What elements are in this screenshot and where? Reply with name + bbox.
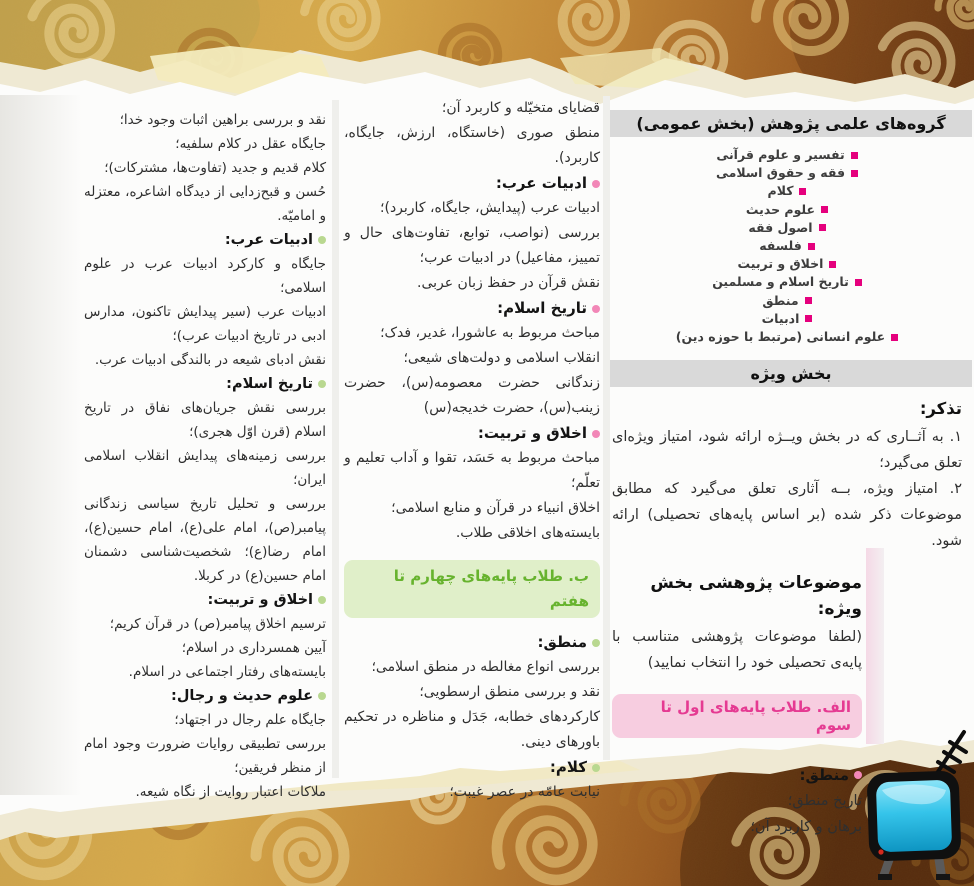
group-label: کلام	[767, 183, 794, 199]
section-heading	[344, 755, 600, 780]
square-bullet-icon	[851, 170, 858, 177]
topic-line: مباحث مربوط به عاشورا، غدیر، فدک؛	[380, 325, 600, 341]
middle-topics-column	[344, 96, 600, 805]
round-bullet-icon	[592, 430, 600, 438]
special-topics-title: موضوعات پژوهشی بخش ویژه:	[650, 573, 862, 620]
square-bullet-icon	[829, 261, 836, 268]
square-bullet-icon	[855, 279, 862, 286]
square-bullet-icon	[851, 152, 858, 159]
notice-title: تذکر:	[919, 399, 962, 419]
research-group-item	[612, 255, 962, 273]
section-heading	[344, 630, 600, 655]
topic-line: جایگاه علم رجال در اجتهاد؛	[174, 712, 326, 728]
left-topics-column	[84, 108, 326, 804]
section-title: ادبیات عرب:	[224, 232, 313, 248]
section-heading	[344, 421, 600, 446]
special-topics-block	[612, 570, 862, 840]
section-heading	[84, 372, 326, 396]
topic-line: نقش قرآن در حفظ زبان عربی.	[417, 275, 600, 291]
square-bullet-icon	[805, 315, 812, 322]
topic-line: مباحث مربوط به حَسَد، تقوا و آداب تعلیم و تعلّم؛	[344, 450, 600, 491]
square-bullet-icon	[805, 297, 812, 304]
notice-block	[612, 394, 962, 554]
topic-line: اخلاق انبیاء در قرآن و منابع اسلامی؛	[391, 500, 600, 516]
square-bullet-icon	[808, 243, 815, 250]
research-group-item	[612, 219, 962, 237]
topic-line: ادبیات عرب (سیر پیدایش تاکنون، مدارس ادبی در تاریخ ادبیات عرب)؛	[84, 304, 326, 344]
topic-line: نقد و بررسی منطق ارسطویی؛	[419, 684, 600, 700]
square-bullet-icon	[819, 224, 826, 231]
group-label: تفسیر و علوم قرآنی	[716, 147, 845, 162]
topic-line: حُسن و قبح‌زدایی از دیدگاه اشاعره، معتزله و امامیّه.	[84, 184, 326, 224]
round-bullet-icon	[592, 180, 600, 188]
group-label: علوم انسانی (مرتبط با حوزه دین)	[675, 329, 886, 345]
square-bullet-icon	[821, 206, 828, 213]
page-fold-shading	[0, 95, 82, 795]
topic-line: زندگانی حضرت معصومه(س)، حضرت زینب(س)، حضرت خدیجه(س)	[344, 375, 600, 416]
topic-line: کلام قدیم و جدید (تفاوت‌ها، مشترکات)؛	[104, 160, 326, 176]
topic-line: بررسی انواع مغالطه در منطق اسلامی؛	[371, 659, 600, 675]
topic-line: ملاکات اعتبار روایت از نگاه شیعه.	[135, 784, 326, 800]
topic-line: ترسیم اخلاق پیامبر(ص) در قرآن کریم؛	[109, 616, 326, 632]
section-heading	[344, 296, 600, 321]
general-groups-header: گروه‌های علمی پژوهش (بخش عمومی)	[610, 110, 972, 137]
topic-line: برهان و کاربرد آن؛	[750, 819, 862, 836]
column-divider	[332, 100, 339, 778]
section-title: تاریخ اسلام:	[226, 376, 313, 392]
section-heading	[344, 171, 600, 196]
round-bullet-icon	[318, 692, 326, 700]
group-label: فلسفه	[759, 238, 802, 254]
research-group-item	[612, 201, 962, 219]
retro-tv-icon	[848, 726, 974, 886]
round-bullet-icon	[592, 764, 600, 772]
section-heading	[84, 588, 326, 612]
topic-line: قضایای متخیّله و کاربرد آن؛	[441, 100, 600, 116]
tv-power-dot	[878, 849, 883, 854]
topic-line: بایسته‌های رفتار اجتماعی در اسلام.	[128, 664, 326, 680]
group-label: اخلاق و تربیت	[737, 256, 824, 272]
topic-line: بررسی (نواصب، توابع، تفاوت‌های حال و تمییز، مفاعیل) در ادبیات عرب؛	[344, 225, 600, 266]
notice-line: ۱. به آثــاری که در بخش ویــژه ارائه شود، امتیاز ویژه‌ای تعلق می‌گیرد؛	[612, 429, 962, 472]
topic-line: انقلاب اسلامی و دولت‌های شیعی؛	[403, 350, 600, 366]
square-bullet-icon	[799, 188, 806, 195]
section-title: اخلاق و تربیت:	[207, 592, 313, 608]
research-group-item	[612, 328, 962, 346]
section-heading	[612, 762, 862, 788]
group-label: اصول فقه	[748, 219, 813, 235]
topic-line: نقد و بررسی براهین اثبات وجود خدا؛	[119, 112, 326, 128]
topic-line: منطق صوری (خاستگاه، ارزش، جایگاه، کاربرد).	[344, 125, 600, 166]
section-title: علوم حدیث و رجال:	[171, 688, 313, 704]
column-divider	[603, 96, 610, 760]
topic-line: جایگاه و کارکرد ادبیات عرب در علوم اسلامی؛	[84, 256, 326, 296]
topic-line: بایسته‌های اخلاقی طلاب.	[455, 525, 600, 541]
topic-line: نیابت عامّه در عصر غیبت؛	[449, 784, 600, 800]
topic-line: بررسی و تحلیل تاریخ سیاسی زندگانی پیامبر(ص)، امام علی(ع)، امام حسین(ع)، امام رضا(ع)؛ شخصیت‌شناسی دشمنان امام حسین(ع) در کربلا.	[84, 496, 326, 584]
research-group-item	[612, 237, 962, 255]
round-bullet-icon	[318, 380, 326, 388]
topic-line: بررسی نقش جریان‌های نفاق در تاریخ اسلام (قرن اوّل هجری)؛	[84, 400, 326, 440]
section-title: تاریخ اسلام:	[497, 299, 587, 317]
round-bullet-icon	[592, 639, 600, 647]
section-heading	[84, 228, 326, 252]
topic-line: ادبیات عرب (پیدایش، جایگاه، کاربرد)؛	[380, 200, 600, 216]
round-bullet-icon	[592, 305, 600, 313]
section-title: ادبیات عرب:	[495, 174, 587, 192]
group-label: ادبیات	[761, 310, 800, 326]
special-section-header: بخش ویژه	[610, 360, 972, 387]
special-topics-note: (لطفا موضوعات پژوهشی متناسب با پایه‌ی تحصیلی خود را انتخاب نمایید)	[612, 629, 862, 672]
group-label: منطق	[762, 292, 799, 308]
group-label: تاریخ اسلام و مسلمین	[712, 274, 849, 290]
topic-line: جایگاه عقل در کلام سلفیه؛	[175, 136, 326, 152]
topic-line: کارکردهای خطابه، جَدَل و مناظره در تحکیم باورهای دینی.	[344, 709, 600, 750]
research-group-item	[612, 182, 962, 200]
group-label: علوم حدیث	[745, 201, 816, 217]
research-group-item	[612, 292, 962, 310]
research-groups-list	[612, 146, 962, 346]
grade-badge-a: الف. طلاب پایه‌های اول تا سوم	[612, 694, 862, 738]
topic-line: بررسی تطبیقی روایات ضرورت وجود امام از منظر فریقین؛	[84, 736, 326, 776]
section-heading	[84, 684, 326, 708]
section-title: منطق:	[537, 633, 587, 651]
round-bullet-icon	[318, 596, 326, 604]
round-bullet-icon	[318, 236, 326, 244]
topic-line: آیین همسرداری در اسلام؛	[181, 640, 326, 656]
topic-line: بررسی زمینه‌های پیدایش انقلاب اسلامی ایران؛	[84, 448, 326, 488]
topic-line: نقش ادبای شیعه در بالندگی ادبیات عرب.	[94, 352, 326, 368]
section-title: اخلاق و تربیت:	[477, 424, 587, 442]
topic-line: تاریخ منطق؛	[787, 793, 862, 810]
group-label: فقه و حقوق اسلامی	[715, 165, 846, 181]
grade-badge-b: ب. طلاب پایه‌های چهارم تا هفتم	[344, 560, 600, 618]
research-group-item	[612, 310, 962, 328]
section-title: منطق:	[799, 766, 849, 785]
square-bullet-icon	[891, 334, 898, 341]
section-title: کلام:	[549, 758, 587, 776]
research-group-item	[612, 273, 962, 291]
research-group-item	[612, 146, 962, 164]
notice-line: ۲. امتیاز ویژه، بــه آثاری تعلق می‌گیرد که مطابق موضوعات ذکر شده (بر اساس پایه‌های تحصیلی) ارائه شود.	[612, 481, 962, 550]
research-group-item	[612, 164, 962, 182]
